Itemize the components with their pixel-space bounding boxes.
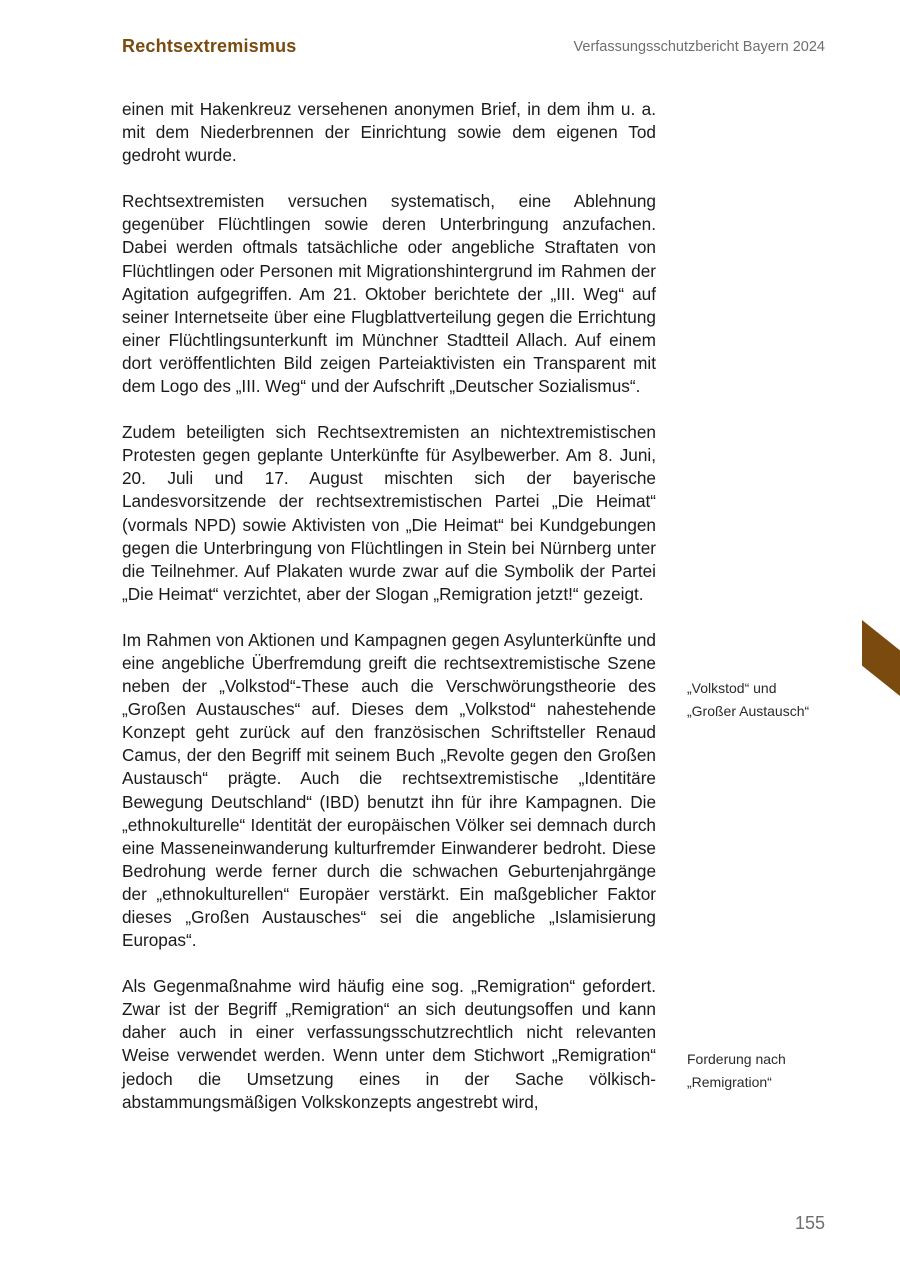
body-text (122, 98, 656, 1114)
paragraph-1: einen mit Hakenkreuz versehenen anonymen Brief, in dem ihm u. a. mit dem Niederbrennen der Einrichtung sowie dem eigenen Tod gedroht wurde. (122, 99, 656, 166)
paragraph-5: Als Gegenmaßnahme wird häufig eine sog. „Remigration“ gefordert. Zwar ist der Begriff „Remigration“ an sich deutungsoffen und kann daher auch in einer verfassungsschutzrechtlich nicht relevanten Weise verwendet werden. Wenn unter dem Stichwort „Remigration“ jedoch die Umsetzung eines in der Sache völkisch-abstammungsmäßigen Volkskonzepts angestrebt wird, (122, 976, 656, 1112)
margin-note-volkstod (687, 677, 877, 723)
report-title: Verfassungsschutzbericht Bayern 2024 (573, 39, 825, 55)
margin-note-line: „Volkstod“ und (687, 680, 777, 696)
margin-note-remigration (687, 1048, 877, 1094)
paragraph-2: Rechtsextremisten versuchen systematisch, eine Ablehnung gegenüber Flüchtlingen sowie deren Unterbringung anzufachen. Dabei werden oftmals tatsächliche oder angebliche Straftaten von Flüchtlingen oder Personen mit Migrationshintergrund im Rahmen der Agitation aufgegriffen. Am 21. Oktober berichtete der „III. Weg“ auf seiner Internetseite über eine Flugblattverteilung gegen die Errichtung einer Flüchtlingsunterkunft im Münchner Stadtteil Allach. Auf einem dort veröffentlichten Bild zeigen Parteiaktivisten ein Transparent mit dem Logo des „III. Weg“ und der Aufschrift „Deutscher Sozialismus“. (122, 191, 656, 397)
margin-note-line: Forderung nach (687, 1051, 786, 1067)
margin-note-line: „Remigration“ (687, 1074, 772, 1090)
paragraph-4: Im Rahmen von Aktionen und Kampagnen gegen Asylunterkünfte und eine angebliche Überfremdung greift die rechtsextremistische Szene neben der „Volkstod“-These auch die Verschwörungstheorie des „Großen Austausches“ auf. Dieses dem „Volkstod“ nahestehende Konzept geht zurück auf den französischen Schriftsteller Renaud Camus, der den Begriff mit seinem Buch „Revolte gegen den Großen Austausch“ prägte. Auch die rechtsextremistische „Identitäre Bewegung Deutschland“ (IBD) benutzt ihn für ihre Kampagnen. Die „ethnokulturelle“ Identität der europäischen Völker sei demnach durch eine Masseneinwanderung kulturfremder Einwanderer bedroht. Diese Bedrohung werde ferner durch die schwachen Geburtenjahrgänge der „ethnokulturellen“ Europäer verstärkt. Ein maßgeblicher Faktor dieses „Großen Austausches“ sei die angebliche „Islamisierung Europas“. (122, 629, 656, 951)
paragraph-3: Zudem beteiligten sich Rechtsextremisten an nichtextremistischen Protesten gegen geplante Unterkünfte für Asylbewerber. Am 8. Juni, 20. Juli und 17. August mischten sich der bayerische Landesvorsitzende der rechtsextremistischen Partei „Die Heimat“ (vormals NPD) sowie Aktivisten von „Die Heimat“ bei Kundgebungen gegen die Unterbringung von Flüchtlingen in Stein bei Nürnberg unter die Teilnehmer. Auf Plakaten wurde zwar auf die Symbolik der Partei „Die Heimat“ verzichtet, aber der Slogan „Remigration jetzt!“ gezeigt. (122, 422, 656, 604)
section-title: Rechtsextremismus (122, 36, 297, 56)
page-number: 155 (794, 1213, 825, 1233)
margin-note-line: „Großer Austausch“ (687, 703, 810, 719)
